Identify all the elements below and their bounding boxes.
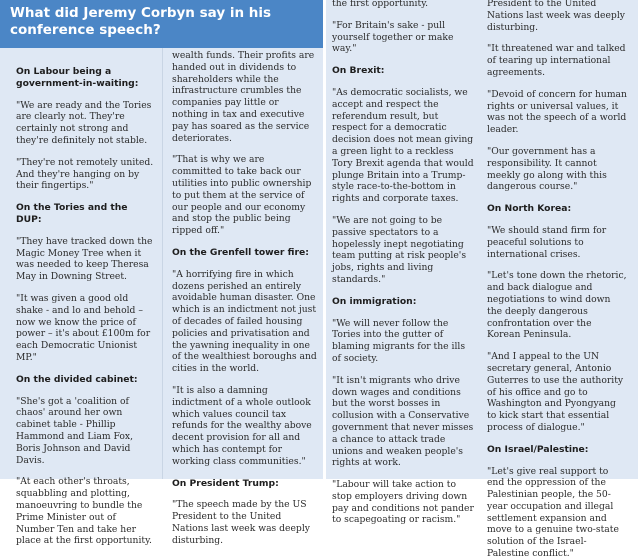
right-page-column-2: [481, 0, 633, 560]
paragraph: "A horrifying fire in which dozens perished an entirely avoidable human disaster. One which is an indictment not just of decades of failed housing policies and privatisation and the yawning inequality in one of the wealthiest boroughs and cities in the world.: [172, 268, 317, 375]
left-page: [0, 0, 323, 547]
paragraph: "They're not remotely united. And they're hanging on by their fingertips.": [16, 156, 154, 192]
section-heading: On Labour being a government-in-waiting:: [16, 66, 139, 89]
paragraph: "The speech made by the US President to the United Nations last week was deeply disturbing.: [172, 499, 310, 546]
section-heading: On immigration:: [332, 295, 417, 307]
paragraph: "That is why we are committed to take back our utilities into public ownership to put them at the service of our people and our economy and stop the public being ripped off.": [172, 154, 312, 237]
paragraph: "We are ready and the Tories are clearly not. They're certainly not strong and they're definitely not stable.: [16, 99, 152, 146]
section-heading: On President Trump:: [172, 477, 279, 489]
paragraph: "It was given a good old shake - and lo and behold – now we know the price of power – it's about £100m for each Democratic Unionist MP.": [16, 292, 151, 363]
paragraph: "We will never follow the Tories into the gutter of blaming migrants for the ills of society.: [332, 317, 466, 364]
paragraph: wealth funds. Their profits are handed out in dividends to shareholders while the infrastructure crumbles the companies pay little or nothing in tax and executive pay has soared as the service deteriorates.: [172, 50, 315, 144]
section-heading: On the Tories and the DUP:: [16, 202, 128, 225]
section-heading: On Israel/Palestine:: [487, 443, 589, 455]
paragraph: "Let's tone down the rhetoric, and back dialogue and negotiations to wind down the deeply dangerous confrontation over the Korean Peninsula.: [487, 270, 627, 341]
paragraph: "We are not going to be passive spectators to a hopelessly inept negotiating team putting at risk people's jobs, rights and living standards.": [332, 214, 467, 285]
title-bar: [0, 0, 323, 48]
paragraph: "It isn't migrants who drive down wages and conditions but the worst bosses in collusion with a Conservative government that never misses a chance to attack trade unions and weaken people's rights at work.: [332, 374, 474, 469]
left-page-column-1: [10, 66, 162, 545]
right-page: [326, 0, 638, 560]
section-heading: On North Korea:: [487, 203, 572, 215]
paragraph: President to the United Nations last week was deeply disturbing.: [487, 0, 625, 33]
paragraph: "She's got a 'coalition of chaos' around her own cabinet table - Phillip Hammond and Liam Fox, Boris Johnson and David Davis.: [16, 395, 134, 466]
section-heading: On Brexit:: [332, 65, 385, 77]
left-page-column-2: [166, 50, 323, 546]
paragraph: "It is also a damning indictment of a whole outlook which values council tax refunds for the wealthy above decent provision for all and which has contempt for working class communities.": [172, 384, 312, 467]
paragraph: "Let's give real support to end the oppression of the Palestinian people, the 50-year occupation and illegal settlement expansion and move to a genuine two-state solution of the Israel-Palestine conflict.": [487, 465, 619, 560]
paragraph: "We should stand firm for peaceful solutions to international crises.: [487, 224, 607, 260]
paragraph: the first opportunity.: [332, 0, 429, 9]
section-heading: On the Grenfell tower fire:: [172, 246, 309, 258]
paragraph: "Our government has a responsibility. It cannot meekly go along with this dangerous course.": [487, 145, 607, 193]
right-page-column-1: [326, 0, 481, 526]
article-title: What did Jeremy Corbyn say in his conference speech?: [10, 5, 272, 38]
paragraph: "And I appeal to the UN secretary general, Antonio Guterres to use the authority of his office and go to Washington and Pyongyang to kick start that essential process of dialogue.": [487, 351, 624, 433]
paragraph: "Labour will take action to stop employers driving down pay and conditions not pander to scapegoating or racism.": [332, 479, 474, 526]
paragraph: "At each other's throats, squabbling and plotting, manoeuvring to bundle the Prime Minister out of Number Ten and take her place at the first opportunity.: [16, 476, 152, 547]
paragraph: "They have tracked down the Magic Money Tree when it was needed to keep Theresa May in Downing Street.: [16, 235, 153, 283]
section-heading: On the divided cabinet:: [16, 373, 138, 385]
paragraph: "It threatened war and talked of tearing up international agreements.: [487, 43, 626, 78]
paragraph: "As democratic socialists, we accept and respect the referendum result, but respect for a democratic decision does not mean giving a green light to a reckless Tory Brexit agenda that would plunge Britain into a Trump-style race-to-the-bottom in rights and corporate taxes.: [332, 86, 474, 205]
column-divider: [162, 48, 163, 479]
paragraph: "For Britain's sake - pull yourself together or make way.": [332, 19, 454, 55]
paragraph: "Devoid of concern for human rights or universal values, it was not the speech of a world leader.: [487, 88, 627, 136]
